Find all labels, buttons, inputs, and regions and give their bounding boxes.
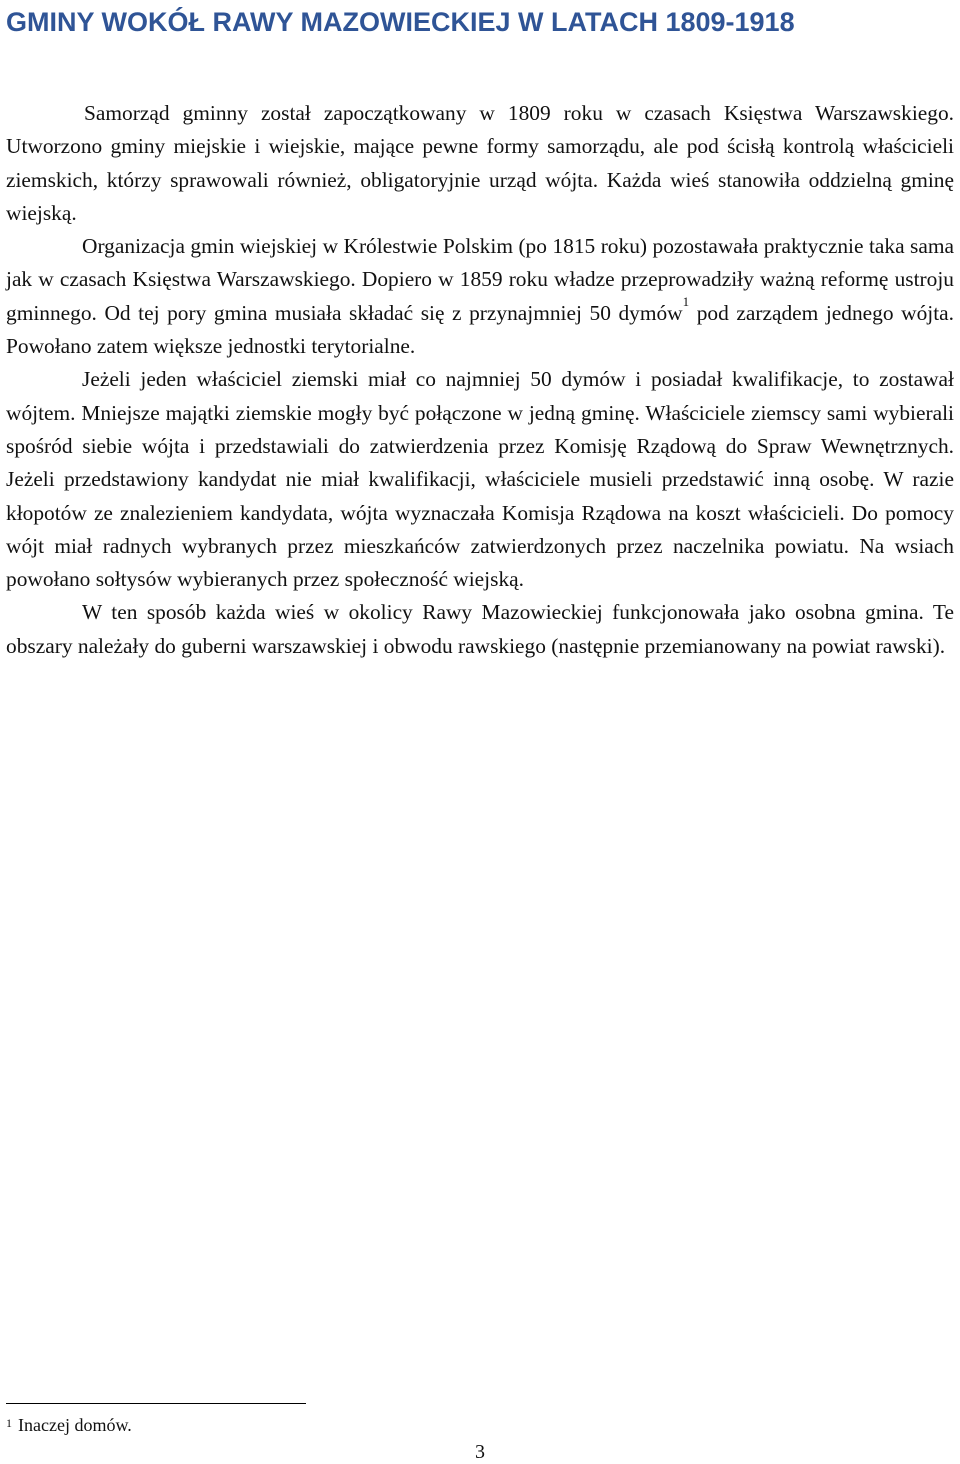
footnote-reference[interactable]: 1 xyxy=(682,293,690,309)
paragraph-3: Jeżeli jeden właściciel ziemski miał co najmniej 50 dymów i posiadał kwalifikacje, to zostawał wójtem. Mniejsze majątki ziemskie mogły być połączone w jedną gminę. Właściciele ziemscy sami wybierali spośród siebie wójta i przedstawiali do zatwierdzenia przez Komisję Rządową do Spraw Wewnętrznych. Jeżeli przedstawiony kandydat nie miał kwalifikacji, właściciele musieli przedstawić inną osobę. W razie kłopotów ze znalezieniem kandydata, wójta wyznaczała Komisja Rządowa na koszt właścicieli. Do pomocy wójt miał radnych wybranych przez mieszkańców zatwierdzonych przez naczelnika powiatu. Na wsiach powołano sołtysów wybieranych przez społeczność wiejską. xyxy=(6,367,954,592)
paragraph-1: Samorząd gminny został zapoczątkowany w 1809 roku w czasach Księstwa Warszawskiego. Utworzono gminy miejskie i wiejskie, mające pewne formy samorządu, ale pod ścisłą kontrolą właścicieli ziemskich, którzy sprawowali również, obligatoryjnie urząd wójta. Każda wieś stanowiła oddzielną gminę wiejską. xyxy=(6,101,954,225)
paragraph-4: W ten sposób każda wieś w okolicy Rawy Mazowieckiej funkcjonowała jako osobna gmina. Te obszary należały do guberni warszawskiej i obwodu rawskiego (następnie przemianowany na powiat rawski). xyxy=(6,600,954,658)
footnote-text: Inaczej domów. xyxy=(18,1415,132,1435)
footnote-mark: 1 xyxy=(6,1416,12,1430)
paragraph-2 xyxy=(6,230,954,363)
paragraph-2-text-a: Organizacja gmin wiejskiej w Królestwie Polskim (po 1815 roku) pozostawała praktycznie taka sama jak w czasach Księstwa Warszawskiego. Dopiero w 1859 roku władze przeprowadziły ważną reformę ustroju gminnego. Od tej pory gmina musiała składać się z przynajmniej 50 dymów xyxy=(6,234,954,325)
body-text xyxy=(6,97,954,663)
paragraph-2-text-b: pod zarządem jednego wójta. Powołano zatem większe jednostki terytorialne. xyxy=(6,300,954,359)
footnote xyxy=(6,1413,132,1437)
page-number: 3 xyxy=(475,1441,485,1463)
footnote-separator xyxy=(6,1403,306,1404)
page-title: GMINY WOKÓŁ RAWY MAZOWIECKIEJ W LATACH 1809-1918 xyxy=(6,7,795,37)
